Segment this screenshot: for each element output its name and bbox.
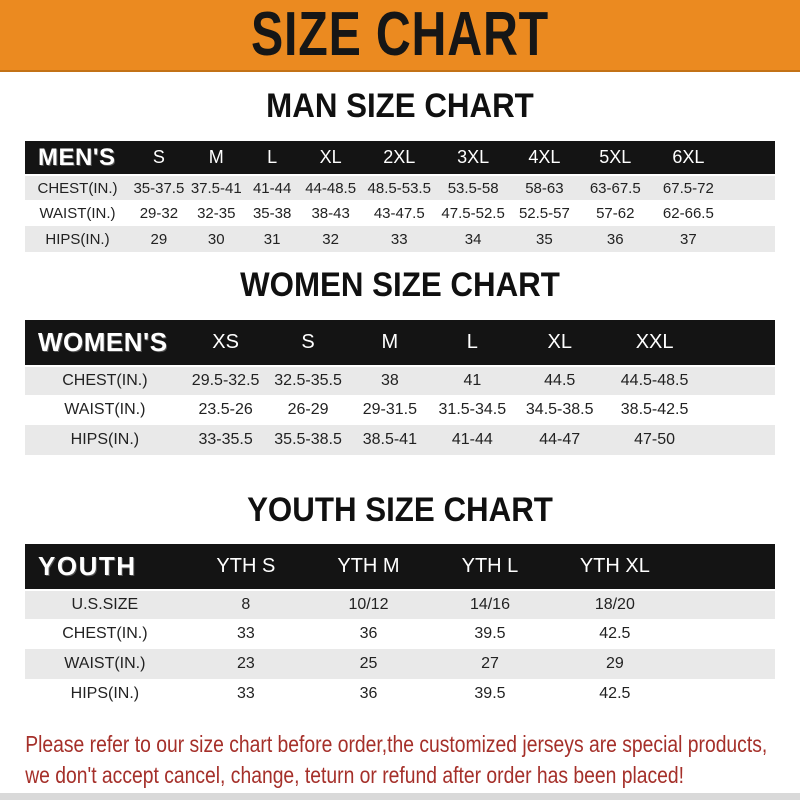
cell-value: 32 bbox=[322, 230, 339, 248]
cell-value: 47.5-52.5 bbox=[441, 204, 505, 222]
column-header: YTH M bbox=[307, 544, 430, 589]
cell-value: 38 bbox=[350, 365, 430, 395]
column-header: XL bbox=[515, 320, 605, 365]
table-row bbox=[25, 200, 775, 226]
cell-value: 63-67.5 bbox=[579, 174, 651, 200]
column-header: YTH L bbox=[430, 544, 550, 589]
cell-value: 58-63 bbox=[510, 174, 580, 200]
cell-value: 29-32 bbox=[139, 204, 179, 222]
cell-value: 32-35 bbox=[197, 204, 236, 222]
column-header: L bbox=[430, 320, 515, 365]
cell-value: 8 bbox=[185, 589, 307, 619]
cell-spacer bbox=[725, 174, 775, 200]
table-corner-label: MEN'S bbox=[25, 141, 130, 174]
cell-value: 47-50 bbox=[634, 431, 676, 448]
mens-size-table bbox=[25, 141, 775, 252]
order-disclaimer-note bbox=[0, 729, 768, 791]
cell-value: 52.5-57 bbox=[518, 204, 570, 222]
cell-value: 31.5-34.5 bbox=[438, 401, 507, 418]
disclaimer-line-1: Please refer to our size chart before order,the customized jerseys are special products, bbox=[25, 731, 768, 757]
cell-value: 35-37.5 bbox=[130, 174, 188, 200]
table-corner-label: WOMEN'S bbox=[25, 320, 185, 365]
size-chart-banner bbox=[0, 0, 800, 72]
cell-value: 41 bbox=[430, 365, 515, 395]
cell-value: 34.5-38.5 bbox=[525, 401, 594, 418]
column-header: 2XL bbox=[362, 141, 437, 174]
table-row bbox=[25, 425, 775, 455]
column-header: M bbox=[350, 320, 430, 365]
cell-value: 29-31.5 bbox=[362, 401, 417, 418]
cell-value: 33 bbox=[236, 625, 255, 642]
cell-value: 44.5 bbox=[515, 365, 605, 395]
cell-spacer bbox=[680, 619, 775, 649]
cell-spacer bbox=[704, 425, 775, 455]
table-row bbox=[25, 619, 775, 649]
youth-size-table bbox=[25, 544, 775, 709]
column-header: M bbox=[188, 141, 245, 174]
womens-header-row bbox=[25, 320, 775, 365]
cell-value: 35-38 bbox=[252, 204, 292, 222]
row-label: HIPS(IN.) bbox=[70, 431, 140, 448]
cell-value: 38.5-41 bbox=[362, 431, 417, 448]
table-row bbox=[25, 395, 775, 425]
column-header: YTH S bbox=[185, 544, 307, 589]
row-label: CHEST(IN.) bbox=[25, 365, 185, 395]
column-header: S bbox=[266, 320, 349, 365]
column-header: XL bbox=[300, 141, 362, 174]
youth-size-chart-heading: YOUTH SIZE CHART bbox=[247, 491, 553, 529]
header-spacer bbox=[680, 544, 775, 589]
cell-value: 25 bbox=[359, 655, 378, 672]
cell-value: 57-62 bbox=[596, 204, 635, 222]
cell-value: 23.5-26 bbox=[198, 401, 253, 418]
cell-value: 44-47 bbox=[539, 431, 581, 448]
cell-value: 38-43 bbox=[311, 204, 350, 222]
cell-value: 14/16 bbox=[430, 589, 550, 619]
cell-value: 37.5-41 bbox=[188, 174, 245, 200]
cell-value: 67.5-72 bbox=[651, 174, 725, 200]
column-header: YTH XL bbox=[550, 544, 680, 589]
column-header: 5XL bbox=[579, 141, 651, 174]
cell-value: 29 bbox=[605, 655, 624, 672]
cell-value: 36 bbox=[359, 685, 378, 702]
header-spacer bbox=[725, 141, 775, 174]
page-title: SIZE CHART bbox=[251, 0, 549, 69]
disclaimer-line-2: we don't accept cancel, change, teturn or refund after order has been placed! bbox=[25, 762, 685, 788]
cell-value: 41-44 bbox=[245, 174, 300, 200]
cell-spacer bbox=[680, 649, 775, 679]
womens-size-table bbox=[25, 320, 775, 455]
women-size-chart-heading: WOMEN SIZE CHART bbox=[240, 266, 560, 304]
cell-value: 36 bbox=[606, 230, 624, 248]
cell-spacer bbox=[725, 200, 775, 226]
column-header: 4XL bbox=[510, 141, 580, 174]
column-header: L bbox=[245, 141, 300, 174]
cell-value: 10/12 bbox=[307, 589, 430, 619]
cell-value: 33 bbox=[390, 230, 408, 248]
cell-value: 38.5-42.5 bbox=[620, 401, 689, 418]
cell-value: 44-48.5 bbox=[300, 174, 362, 200]
youth-header-row bbox=[25, 544, 775, 589]
cell-value: 29 bbox=[150, 230, 168, 248]
cell-value: 27 bbox=[481, 655, 499, 672]
cell-value: 31 bbox=[263, 230, 281, 248]
column-header: S bbox=[130, 141, 188, 174]
row-label: HIPS(IN.) bbox=[45, 230, 110, 248]
row-label: U.S.SIZE bbox=[25, 589, 185, 619]
bottom-strip bbox=[0, 793, 800, 800]
cell-value: 34 bbox=[464, 230, 482, 248]
cell-spacer bbox=[704, 395, 775, 425]
table-corner-label: YOUTH bbox=[25, 544, 185, 589]
cell-value: 33 bbox=[236, 685, 255, 702]
row-label: WAIST(IN.) bbox=[39, 204, 116, 222]
cell-spacer bbox=[725, 226, 775, 252]
cell-value: 39.5 bbox=[474, 625, 506, 642]
cell-spacer bbox=[680, 589, 775, 619]
cell-value: 48.5-53.5 bbox=[362, 174, 437, 200]
column-header: 6XL bbox=[651, 141, 725, 174]
row-label: CHEST(IN.) bbox=[62, 625, 148, 642]
column-header: 3XL bbox=[437, 141, 510, 174]
row-label: WAIST(IN.) bbox=[64, 401, 146, 418]
cell-value: 39.5 bbox=[474, 685, 506, 702]
column-header: XXL bbox=[605, 320, 705, 365]
table-row bbox=[25, 589, 775, 619]
cell-value: 35.5-38.5 bbox=[274, 431, 342, 448]
cell-value: 42.5 bbox=[599, 625, 631, 642]
header-spacer bbox=[704, 320, 775, 365]
row-label: CHEST(IN.) bbox=[25, 174, 130, 200]
cell-value: 53.5-58 bbox=[437, 174, 510, 200]
cell-value: 29.5-32.5 bbox=[185, 365, 267, 395]
cell-spacer bbox=[704, 365, 775, 395]
table-row bbox=[25, 649, 775, 679]
cell-value: 44.5-48.5 bbox=[605, 365, 705, 395]
mens-header-row bbox=[25, 141, 775, 174]
table-row bbox=[25, 174, 775, 200]
cell-value: 33-35.5 bbox=[198, 431, 253, 448]
cell-value: 43-47.5 bbox=[373, 204, 425, 222]
cell-value: 36 bbox=[359, 625, 378, 642]
cell-spacer bbox=[680, 679, 775, 709]
column-header: XS bbox=[185, 320, 267, 365]
cell-value: 23 bbox=[236, 655, 255, 672]
cell-value: 42.5 bbox=[599, 685, 631, 702]
cell-value: 35 bbox=[536, 230, 553, 248]
table-row bbox=[25, 365, 775, 395]
cell-value: 41-44 bbox=[451, 431, 493, 448]
table-row bbox=[25, 226, 775, 252]
cell-value: 30 bbox=[207, 230, 225, 248]
cell-value: 37 bbox=[680, 230, 697, 248]
table-row bbox=[25, 679, 775, 709]
man-size-chart-heading: MAN SIZE CHART bbox=[266, 87, 534, 125]
row-label: WAIST(IN.) bbox=[64, 655, 146, 672]
row-label: HIPS(IN.) bbox=[70, 685, 140, 702]
cell-value: 26-29 bbox=[287, 401, 329, 418]
cell-value: 18/20 bbox=[550, 589, 680, 619]
cell-value: 62-66.5 bbox=[662, 204, 714, 222]
cell-value: 32.5-35.5 bbox=[266, 365, 349, 395]
